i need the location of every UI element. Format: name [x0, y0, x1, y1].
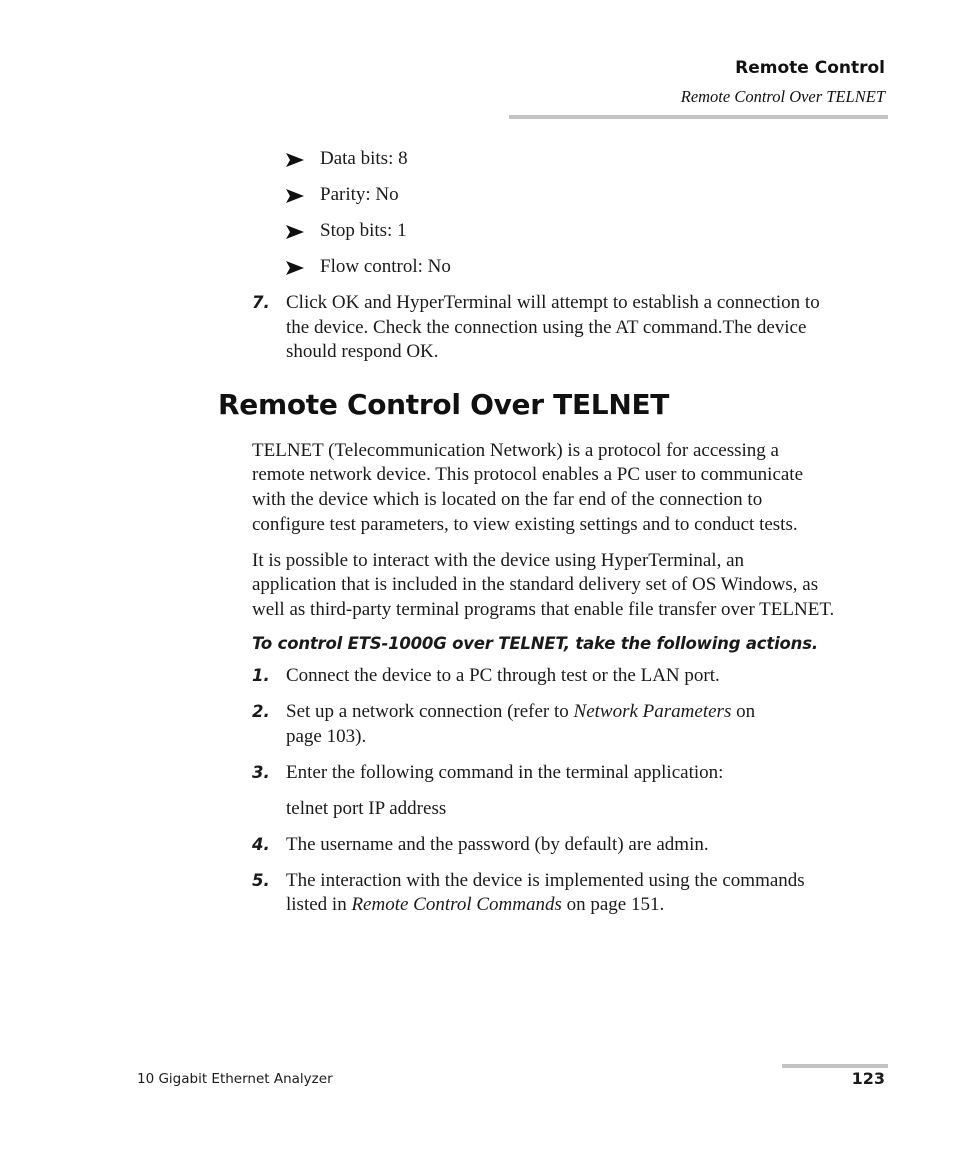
arrow-bullet-icon — [285, 260, 305, 276]
setting-stop-bits: Stop bits: 1 — [320, 220, 407, 241]
step-3-text: Enter the following command in the terminal application: — [286, 762, 724, 783]
step-5-line-2-before: listed in — [286, 894, 352, 915]
footer-divider — [782, 1064, 888, 1068]
step-5-line-2 — [286, 893, 664, 918]
para-2-line-1: It is possible to interact with the device using HyperTerminal, an — [252, 550, 745, 571]
step-2-line-2: page 103). — [286, 726, 367, 747]
step-5-text: The interaction with the device is implemented using the commands — [286, 870, 805, 891]
step-2-text-after: on — [731, 701, 756, 722]
setting-data-bits: Data bits: 8 — [320, 148, 408, 169]
para-1-line-2: remote network device. This protocol enables a PC user to communicate — [252, 464, 804, 485]
command-text: telnet port IP address — [286, 798, 447, 819]
chapter-title: Remote Control — [735, 58, 885, 78]
arrow-bullet-icon — [285, 224, 305, 240]
section-heading: Remote Control Over TELNET — [218, 388, 670, 421]
para-1-line-3: with the device which is located on the far end of the connection to — [252, 489, 763, 510]
step-number: 3. — [252, 763, 270, 782]
step-number: 4. — [252, 835, 270, 854]
step-2-text — [286, 700, 755, 725]
setting-parity: Parity: No — [320, 184, 399, 205]
step-1-text: Connect the device to a PC through test or the LAN port. — [286, 665, 720, 686]
step-7-line-1: Click OK and HyperTerminal will attempt to establish a connection to — [286, 292, 820, 313]
network-parameters-link[interactable]: Network Parameters — [573, 701, 732, 722]
procedure-title: To control ETS-1000G over TELNET, take the following actions. — [252, 634, 818, 653]
header-divider — [509, 115, 888, 119]
remote-control-commands-link[interactable]: Remote Control Commands — [351, 894, 562, 915]
step-number: 7. — [252, 293, 270, 312]
step-number: 5. — [252, 871, 270, 890]
page-number: 123 — [851, 1069, 885, 1088]
step-7-line-3: should respond OK. — [286, 341, 439, 362]
footer-product: 10 Gigabit Ethernet Analyzer — [137, 1071, 333, 1087]
step-2-text-before: Set up a network connection (refer to — [286, 701, 574, 722]
para-2-line-3: well as third-party terminal programs that enable file transfer over TELNET. — [252, 599, 835, 620]
step-7-line-2: the device. Check the connection using the AT command.The device — [286, 317, 807, 338]
para-1-line-1: TELNET (Telecommunication Network) is a protocol for accessing a — [252, 440, 779, 461]
section-title: Remote Control Over TELNET — [680, 87, 885, 106]
step-5-line-2-after: on page 151. — [561, 894, 665, 915]
para-2-line-2: application that is included in the standard delivery set of OS Windows, as — [252, 574, 819, 595]
step-number: 2. — [252, 702, 270, 721]
setting-flow-control: Flow control: No — [320, 256, 451, 277]
step-4-text: The username and the password (by default) are admin. — [286, 834, 709, 855]
arrow-bullet-icon — [285, 188, 305, 204]
step-number: 1. — [252, 666, 270, 685]
arrow-bullet-icon — [285, 152, 305, 168]
para-1-line-4: configure test parameters, to view existing settings and to conduct tests. — [252, 514, 798, 535]
